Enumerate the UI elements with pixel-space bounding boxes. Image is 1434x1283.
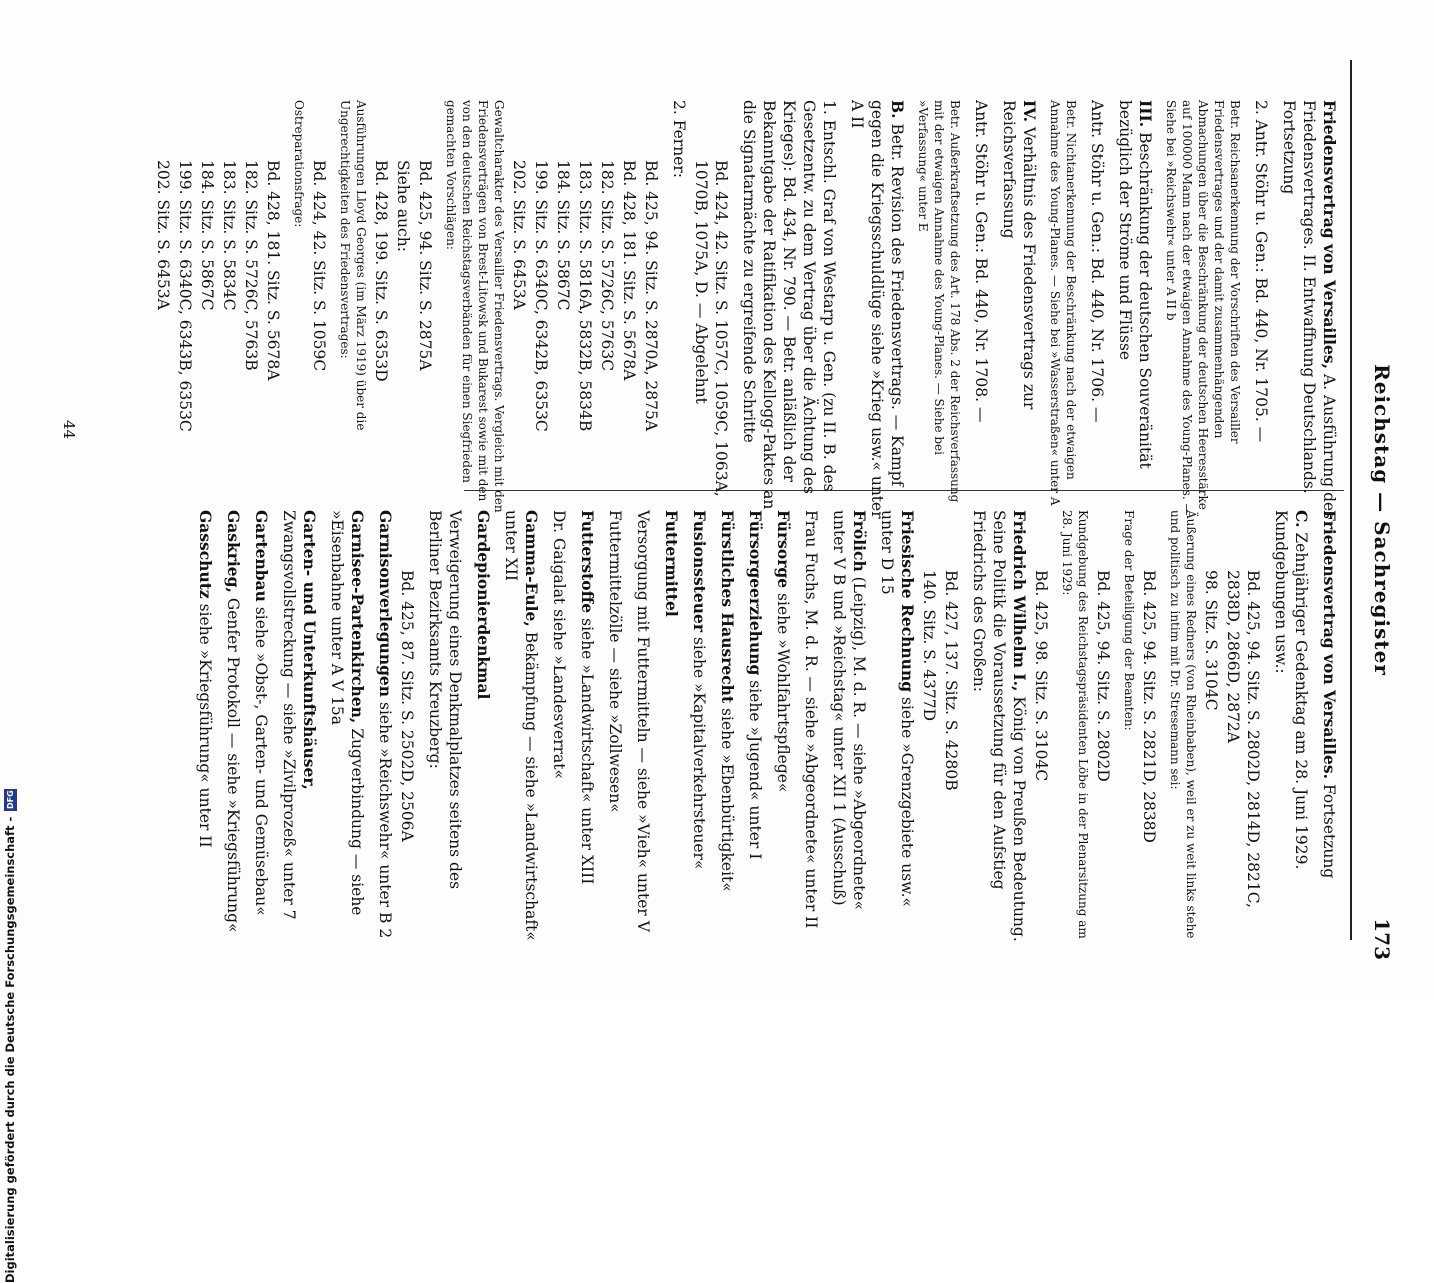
- index-entry: [1059, 510, 1091, 950]
- entry-text: Versorgung mit Futtermitteln — siehe »Vieh« unter V: [634, 510, 652, 932]
- index-entry: [1223, 510, 1263, 950]
- index-entry: [1167, 510, 1199, 950]
- index-entry: [1121, 510, 1137, 950]
- entry-reference: 182. Sitz. S. 5726C, 5763C: [598, 160, 616, 372]
- entry-text: siehe »Grenzgebiete usw.« unter D 15: [878, 510, 916, 908]
- index-entry: [509, 100, 529, 520]
- entry-note: Kundgebung des Reichstagspräsidenten Löbe in der Plenarsitzung am 28. Juni 1929:: [1060, 510, 1090, 939]
- index-entry: [999, 100, 1039, 520]
- index-entry: [279, 510, 319, 950]
- entry-heading: Friedrich Wilhelm I.,: [1010, 510, 1029, 692]
- index-entry: [1163, 100, 1243, 520]
- entry-heading: Gardepionierdenkmal: [474, 510, 493, 700]
- entry-reference: 184. Sitz. S. 5867C: [198, 160, 216, 311]
- entry-text: siehe »Jugend« unter I: [746, 680, 764, 860]
- entry-text: Zugverbindung — siehe »Eisenbahne unter A V 15a: [328, 510, 366, 916]
- entry-reference: 183. Sitz. S. 5834C: [220, 160, 238, 311]
- digitization-note-text: Digitalisierung gefördert durch die Deutsche Forschungsgemeinschaft -: [3, 816, 17, 1283]
- entry-reference: 98. Sitz. S. 3104C: [1202, 570, 1220, 711]
- entry-reference: Bd. 425, 94. Sitz. S. 2870A, 2875A: [642, 160, 660, 432]
- header-rule: [1350, 60, 1352, 940]
- entry-reference: Bd. 425, 94. Sitz. S. 2875A: [416, 160, 434, 371]
- index-entry: [1319, 510, 1339, 950]
- entry-reference: Bd. 428, 199. Sitz. S. 6353D: [372, 160, 390, 382]
- entry-reference: Bd. 428, 181. Sitz. S. 5678A: [264, 160, 282, 381]
- entry-reference: 199. Sitz. S. 6340C, 6342B, 6353C: [532, 160, 550, 432]
- entry-text: 2. Antr. Stöhr u. Gen.: Bd. 440, Nr. 1705. —: [1252, 100, 1270, 443]
- entry-heading: III.: [1136, 100, 1155, 128]
- entry-heading: Frölich: [850, 510, 869, 572]
- entry-heading: Garnisonverlegungen: [376, 510, 395, 698]
- index-entry: [829, 510, 869, 950]
- entry-text: A. Ausführung des Friedensvertrages. II. Entwaffnung Deutschlands. Fortsetzung: [1280, 100, 1338, 520]
- entry-text: 1. Entschl. Graf von Westarp u. Gen. (zu II. B. des Gesetzentw. zu dem Vertrag über die Ächtung des Krieges): Bd. 434, Nr. 790. — Betr. anläßlich der Bekanntgabe der Ratifikation des Kellogg-Paktes an die Signatarmächte zu ergreifende Schritte: [740, 100, 838, 510]
- index-entry: [415, 100, 435, 520]
- entry-text: siehe »Landwirtschaft« unter XIII: [578, 618, 596, 885]
- entry-note: Betr. Nichtanerkennung der Beschränkung nach der etwaigen Annahme des Young-Planes. — Siehe bei »Wasserstraßen« unter A: [1048, 100, 1078, 506]
- entry-text: Futtermittelzölle — siehe »Zollwesen«: [606, 510, 624, 813]
- index-entry: [745, 510, 765, 950]
- index-entry: [597, 100, 617, 520]
- entry-heading: IV.: [1020, 100, 1039, 122]
- entry-text: Genfer Protokoll — siehe »Kriegsführung«: [224, 597, 242, 933]
- index-entry: [153, 100, 173, 520]
- index-entry: [1251, 100, 1271, 520]
- entry-heading: C.: [1292, 510, 1311, 528]
- entry-text: Verhältnis des Friedensvertrags zur Reichsverfassung: [1000, 100, 1038, 410]
- index-entry: [773, 510, 793, 950]
- entry-reference: Bd. 424, 42. Sitz. S. 1057C, 1059C, 1063A, 1070B, 1075A, D. — Abgelehnt: [692, 160, 730, 497]
- entry-heading: B.: [888, 100, 907, 119]
- index-entry: [605, 510, 625, 950]
- index-entry: [739, 100, 839, 520]
- entry-reference: Bd. 425, 94. Sitz. S. 2821D, 2838D: [1140, 570, 1158, 843]
- index-entry: [1047, 100, 1079, 520]
- index-entry: [1201, 510, 1221, 950]
- entry-note: Ausführungen Lloyd Georges (im März 1919) über die Ungerechtigkeiten des Friedensvertrages:: [338, 100, 368, 431]
- header-title: Reichstag — Sachregister: [1370, 364, 1394, 676]
- entry-text: siehe »Kapitalverkehrsteuer«: [690, 636, 708, 870]
- index-entry: [175, 100, 195, 520]
- index-entry: [801, 510, 821, 950]
- index-entry: [1093, 510, 1113, 950]
- entry-heading: Futterstoffe: [578, 510, 597, 614]
- index-entry: [1087, 100, 1107, 520]
- index-entry: [425, 510, 465, 950]
- right-column: [187, 510, 1339, 950]
- entry-text: Zehnjähriger Gedenktag am 28. Juni 1929. Kundgebungen usw.:: [1272, 510, 1310, 870]
- entry-text: siehe »Obst-, Garten- und Gemüsebau«: [252, 606, 270, 916]
- index-entry: [1279, 100, 1339, 520]
- index-entry: [263, 100, 283, 520]
- entry-heading: Fürstliches Hausrecht: [718, 510, 737, 704]
- index-entry: [397, 510, 417, 950]
- index-entry: [375, 510, 395, 950]
- index-entry: [223, 510, 243, 950]
- index-entry: [619, 100, 639, 520]
- entry-heading: Futtermittel: [662, 510, 681, 617]
- entry-text: Fortsetzung: [1320, 783, 1338, 879]
- entry-text: Frau Fuchs, M. d. R. — siehe »Abgeordnete« unter II: [802, 510, 820, 929]
- entry-note: Frage der Beteiligung der Beamten:: [1122, 510, 1136, 731]
- index-entry: [337, 100, 369, 520]
- entry-heading: Friesische Rechnung: [898, 510, 917, 693]
- entry-heading: Fürsorge: [774, 510, 793, 589]
- left-column: [151, 100, 1339, 520]
- index-entry: [689, 510, 709, 950]
- index-entry: [251, 510, 271, 950]
- entry-reference: 199. Sitz. S. 6340C, 6343B, 6353C: [176, 160, 194, 432]
- entry-note: Ostreparationsfrage:: [292, 100, 306, 228]
- index-entry: [501, 510, 541, 950]
- entry-text: Antr. Stöhr u. Gen.: Bd. 440, Nr. 1706. —: [1088, 100, 1106, 423]
- entry-text: siehe »Reichswehr« unter B 2: [376, 702, 394, 939]
- entry-reference: Bd. 428, 181. Sitz. S. 5678A: [620, 160, 638, 381]
- index-entry: [575, 100, 595, 520]
- entry-text: (Leipzig), M. d. R. — siehe »Abgeordnete« unter V B und »Reichstag« unter XII 1 (Ausschuß): [830, 510, 868, 911]
- entry-text: Betr. Revision des Friedensvertrags. — Kampf gegen die Kriegsschuldlüge siehe »Krieg usw.« unter A II: [848, 100, 906, 519]
- index-entry: [291, 100, 307, 520]
- entry-note: Betr. Außerkraftsetzung des Art. 178 Abs. 2 der Reichsverfassung mit der etwaigen Annahme des Young-Planes. — Siehe bei »Verfassung« unter E: [916, 100, 962, 503]
- index-entry: [553, 100, 573, 520]
- entry-heading: Garnisee-Partenkirchen,: [348, 510, 367, 724]
- entry-text: Bekämpfung — siehe »Landwirtschaft« unter XII: [502, 510, 540, 941]
- header-page-number: 173: [1370, 918, 1394, 960]
- entry-heading: Friedensvertrag von Versailles.: [1320, 510, 1339, 780]
- entry-text: König von Preußen Bedeutung. Seine Politik die Voraussetzung für den Aufstieg Friedrichs des Großen:: [970, 510, 1028, 942]
- entry-heading: Gasschutz: [196, 510, 215, 599]
- entry-text: 2. Ferner:: [670, 100, 688, 178]
- entry-text: Zwangsvollstreckung — siehe »Zivilprozeß« unter 7: [280, 510, 298, 920]
- index-entry: [1271, 510, 1311, 950]
- digitization-note: [2, 323, 18, 1283]
- entry-heading: Friedensvertrag von Versailles,: [1320, 100, 1339, 370]
- index-entry: [1139, 510, 1159, 950]
- index-entry: [691, 100, 731, 520]
- entry-reference: Bd. 425, 94. Sitz. S. 2802D: [1094, 570, 1112, 782]
- index-entry: [669, 100, 689, 520]
- index-entry: [919, 510, 939, 950]
- entry-heading: Fusionssteuer: [690, 510, 709, 632]
- entry-reference: Siehe auch:: [394, 160, 412, 252]
- index-entry: [633, 510, 653, 950]
- entry-heading: Gartenbau: [252, 510, 271, 602]
- index-entry: [197, 100, 217, 520]
- index-entry: [371, 100, 391, 520]
- index-entry: [219, 100, 239, 520]
- index-entry: [847, 100, 907, 520]
- index-entry: [1031, 510, 1051, 950]
- entry-note: Betr. Reichsanerkennung der Vorschriften des Versailler Friedensvertrages und der damit zusammenhängenden Abmachungen über die Beschränkung der deutschen Heeresstärke auf 100000 Mann nach der etwaigen Annahme des Young-Planes. — Siehe bei »Reichswehr« unter A II b: [1164, 100, 1242, 516]
- index-entry: [195, 510, 215, 950]
- entry-text: Verweigerung eines Denkmalplatzes seitens des Berliner Bezirksamts Kreuzberg:: [426, 510, 464, 890]
- index-entry: [969, 510, 1029, 950]
- index-entry: [531, 100, 551, 520]
- entry-text: Dr. Gaigalat siehe »Landesverrat«: [550, 510, 568, 780]
- entry-heading: Gamma-Eule,: [522, 510, 541, 627]
- entry-reference: 184. Sitz. S. 5867C: [554, 160, 572, 311]
- footer-page-number: 44: [60, 420, 78, 440]
- page-header: [1354, 70, 1394, 970]
- index-entry: [241, 100, 261, 520]
- index-entry: [443, 100, 507, 520]
- index-entry: [327, 510, 367, 950]
- entry-text: Beschränkung der deutschen Souveränität bezüglich der Ströme und Flüsse: [1116, 100, 1154, 469]
- index-entry: [1115, 100, 1155, 520]
- entry-text: siehe »Ebenbürtigkeit«: [718, 708, 736, 892]
- entry-reference: 140. Sitz. S. 4377D: [920, 570, 938, 722]
- index-entry: [941, 510, 961, 950]
- entry-note: Gewaltcharakter des Versailler Friedensvertrags. Vergleich mit den Friedensverträgen von Brest-Litowsk und Bukarest sowie mit den von den deutschen Reichstagsverbänden für einen Siegfrieden gemachten Vorschlägen:: [444, 100, 506, 513]
- entry-note: Äußerung eines Redners (von Rheinbaben), weil er zu weit links stehe und politisch zu intim mit Dr. Stresemann sei:: [1168, 510, 1198, 939]
- entry-reference: 182. Sitz. S. 5726C, 5763B: [242, 160, 260, 371]
- index-entry: [309, 100, 329, 520]
- entry-reference: Bd. 427, 137. Sitz. S. 4280B: [942, 570, 960, 791]
- index-entry: [393, 100, 413, 520]
- index-entry: [641, 100, 661, 520]
- index-entry: [717, 510, 737, 950]
- entry-heading: Fürsorgeerziehung: [746, 510, 765, 676]
- index-entry: [473, 510, 493, 950]
- entry-text: Antr. Stöhr u. Gen.: Bd. 440, Nr. 1708. —: [972, 100, 990, 423]
- index-entry: [661, 510, 681, 950]
- index-entry: [549, 510, 569, 950]
- entry-reference: 202. Sitz. S. 6453A: [154, 160, 172, 310]
- entry-heading: Gaskrieg,: [224, 510, 243, 593]
- entry-reference: 183. Sitz. S. 5816A, 5832B, 5834B: [576, 160, 594, 432]
- entry-reference: Bd. 425, 94. Sitz. S. 2802D, 2814D, 2821C, 2838D, 2866D, 2872A: [1224, 570, 1262, 908]
- index-entry: [971, 100, 991, 520]
- entry-heading: Garten- und Unterkunftshäuser,: [300, 510, 319, 790]
- entry-reference: Bd. 425, 98. Sitz. S. 3104C: [1032, 570, 1050, 782]
- index-entry: [915, 100, 963, 520]
- entry-reference: Bd. 425, 87. Sitz. S. 2502D, 2506A: [398, 570, 416, 842]
- entry-reference: 202. Sitz. S. 6453A: [510, 160, 528, 310]
- index-entry: [877, 510, 917, 950]
- entry-reference: Bd. 424, 42. Sitz. S. 1059C: [310, 160, 328, 372]
- index-entry: [577, 510, 597, 950]
- dfg-logo: DFG: [5, 790, 15, 809]
- entry-text: siehe »Kriegsführung« unter II: [196, 603, 214, 848]
- entry-text: siehe »Wohlfahrtspflege«: [774, 593, 792, 793]
